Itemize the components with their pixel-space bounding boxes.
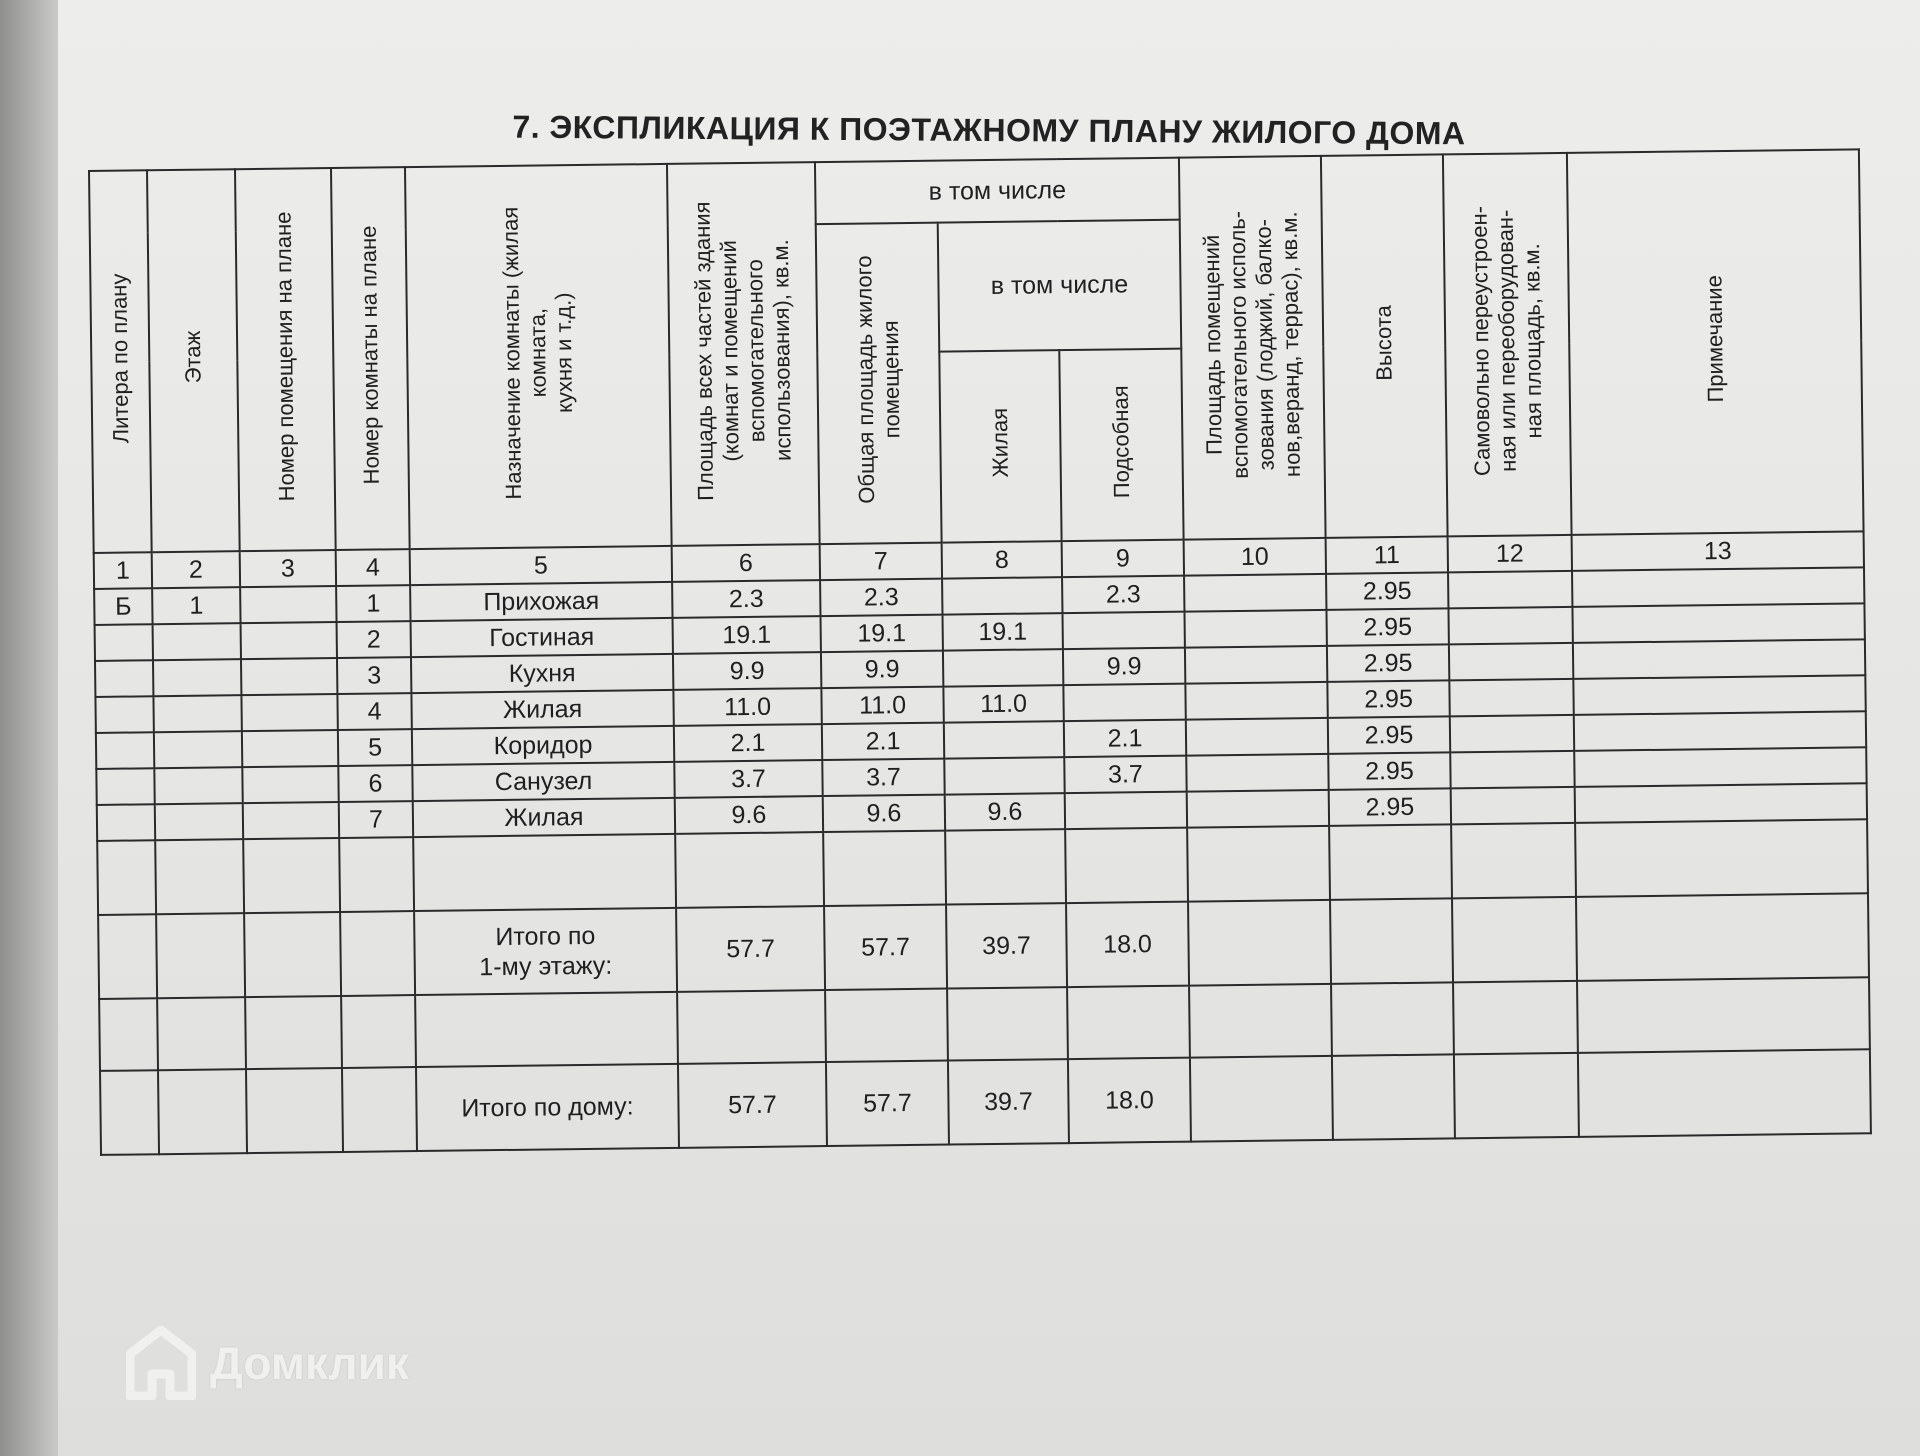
room-number-cell: 6 (338, 765, 412, 802)
header-naznachenie: Назначение комнаты (жилая комната, кухня и т.д.) (405, 164, 672, 549)
height-cell: 2.95 (1329, 788, 1451, 825)
height-cell: 2.95 (1326, 608, 1448, 645)
litera-cell (96, 732, 154, 769)
empty-cell (1451, 823, 1576, 899)
header-obshchaya: Общая площадь жилого помещения (816, 223, 942, 544)
empty-cell (947, 987, 1068, 1060)
column-number-cell: 1 (94, 552, 152, 589)
total-area-cell: 19.1 (673, 616, 821, 654)
unauthorized-area-cell (1451, 787, 1575, 825)
empty-cell (156, 913, 245, 998)
total-label-cell: Итого по 1-му этажу: (414, 908, 677, 995)
living-area-cell: 39.7 (946, 903, 1067, 988)
empty-cell (1187, 826, 1330, 902)
column-number-cell: 9 (1062, 540, 1184, 577)
unauthorized-area-cell (1448, 607, 1572, 645)
etazh-cell (154, 731, 242, 768)
litera-cell (95, 624, 153, 661)
empty-cell (1577, 977, 1870, 1053)
explication-table-wrapper (88, 148, 1870, 1156)
room-name-cell: Жилая (411, 690, 673, 729)
aux-area-cell (1185, 646, 1327, 684)
etazh-cell (155, 803, 243, 840)
column-number-cell: 10 (1184, 538, 1326, 576)
pomeshchenie-cell (242, 730, 338, 767)
column-number-cell: 3 (240, 550, 336, 587)
utility-area-cell (1063, 684, 1185, 721)
aux-area-cell (1185, 682, 1327, 720)
note-cell (1574, 711, 1866, 751)
document-page (58, 0, 1920, 1456)
utility-area-cell: 18.0 (1066, 902, 1189, 987)
empty-cell (97, 840, 156, 915)
empty-cell (945, 829, 1066, 904)
total-area-cell: 2.1 (674, 724, 822, 762)
empty-cell (413, 834, 676, 911)
general-area-cell: 9.6 (823, 795, 945, 832)
etazh-cell (153, 695, 241, 732)
aux-area-cell (1184, 574, 1326, 612)
utility-area-cell: 9.9 (1063, 648, 1185, 685)
total-area-cell: 9.9 (673, 652, 821, 690)
header-vspomogatelnye: Площадь помещений вспомогательного исполь- зования (лоджий, балко- нов,веранд, террас), кв.м. (1179, 156, 1326, 540)
empty-cell (243, 838, 340, 913)
living-area-cell (944, 721, 1064, 758)
watermark (126, 1326, 409, 1400)
empty-cell (1067, 986, 1190, 1059)
pomeshchenie-cell (241, 622, 337, 659)
header-v-tom-chisle-1: в том числе (815, 158, 1180, 224)
general-area-cell: 19.1 (821, 615, 943, 652)
column-number-cell: 7 (820, 543, 942, 580)
empty-cell (1453, 981, 1578, 1055)
unauthorized-area-cell (1450, 751, 1574, 789)
empty-cell (1578, 1049, 1871, 1137)
pomeshchenie-cell (241, 658, 337, 695)
column-number-cell: 13 (1572, 531, 1864, 571)
aux-area-cell (1184, 610, 1326, 648)
note-cell (1573, 675, 1865, 715)
living-area-cell (944, 757, 1064, 794)
header-samovolno: Самовольно переустроен- ная или переоборудован- ная площадь, кв.м. (1443, 153, 1572, 536)
etazh-cell: 1 (152, 587, 240, 624)
column-number-cell: 12 (1448, 535, 1572, 573)
empty-cell (98, 914, 157, 999)
living-area-cell (943, 649, 1063, 686)
page-title: 7. ЭКСПЛИКАЦИЯ К ПОЭТАЖНОМУ ПЛАНУ ЖИЛОГО ДОМА (512, 108, 1466, 152)
note-cell (1574, 747, 1866, 787)
height-cell: 2.95 (1328, 752, 1450, 789)
living-area-cell: 39.7 (948, 1059, 1069, 1144)
room-number-cell: 7 (339, 801, 413, 838)
unauthorized-area-cell (1448, 571, 1572, 609)
total-area-cell: 57.7 (676, 906, 825, 992)
empty-cell (1332, 1054, 1455, 1139)
empty-cell (1190, 1056, 1333, 1142)
header-ploshchad-vseh: Площадь всех частей здания (комнат и помещений вспомогательного использования), кв.м. (667, 162, 820, 546)
empty-cell (158, 1069, 247, 1154)
empty-cell (100, 1070, 159, 1155)
etazh-cell (153, 659, 241, 696)
empty-cell (342, 1067, 417, 1152)
empty-cell (341, 995, 416, 1068)
empty-cell (1329, 824, 1452, 899)
empty-cell (1188, 900, 1331, 986)
empty-cell (1454, 1053, 1579, 1139)
header-primechanie: Примечание (1567, 149, 1864, 535)
litera-cell (95, 696, 153, 733)
empty-cell (1576, 893, 1869, 981)
general-area-cell: 9.9 (821, 651, 943, 688)
total-label-cell: Итого по дому: (416, 1064, 679, 1151)
aux-area-cell (1187, 790, 1329, 828)
room-name-cell: Кухня (411, 654, 673, 693)
unauthorized-area-cell (1449, 643, 1573, 681)
header-pomeshchenie: Номер помещения на плане (235, 168, 336, 551)
pomeshchenie-cell (243, 802, 339, 839)
empty-cell (244, 912, 341, 997)
empty-cell (1330, 898, 1453, 983)
utility-area-cell: 2.3 (1062, 576, 1184, 613)
living-area-cell (942, 577, 1062, 614)
empty-cell (246, 1068, 343, 1153)
house-logo-icon (126, 1326, 196, 1400)
empty-cell (245, 996, 342, 1069)
general-area-cell: 57.7 (824, 905, 947, 990)
utility-area-cell: 2.1 (1064, 720, 1186, 757)
unauthorized-area-cell (1450, 715, 1574, 753)
room-number-cell: 1 (336, 585, 410, 622)
note-cell (1575, 783, 1867, 823)
room-name-cell: Коридор (412, 726, 674, 765)
height-cell: 2.95 (1328, 716, 1450, 753)
note-cell (1573, 639, 1865, 679)
utility-area-cell: 3.7 (1064, 756, 1186, 793)
general-area-cell: 3.7 (822, 759, 944, 796)
aux-area-cell (1186, 754, 1328, 792)
empty-cell (823, 831, 946, 906)
living-area-cell: 9.6 (945, 793, 1065, 830)
utility-area-cell (1065, 792, 1187, 829)
empty-cell (675, 832, 824, 908)
empty-cell (99, 998, 158, 1071)
empty-cell (1065, 828, 1188, 903)
height-cell: 2.95 (1327, 644, 1449, 681)
column-number-cell: 11 (1326, 536, 1448, 573)
litera-cell (97, 804, 155, 841)
living-area-cell: 19.1 (942, 613, 1062, 650)
header-litera: Литера по плану (89, 170, 152, 553)
room-number-cell: 2 (337, 621, 411, 658)
empty-cell (339, 837, 414, 912)
general-area-cell: 2.1 (822, 723, 944, 760)
empty-cell (155, 839, 244, 914)
column-number-cell: 4 (336, 549, 410, 586)
column-number-cell: 8 (942, 541, 1062, 578)
empty-cell (1575, 819, 1868, 897)
empty-cell (1331, 982, 1454, 1055)
empty-cell (415, 992, 678, 1067)
pomeshchenie-cell (242, 766, 338, 803)
aux-area-cell (1186, 718, 1328, 756)
etazh-cell (153, 623, 241, 660)
room-name-cell: Жилая (413, 798, 675, 837)
height-cell: 2.95 (1327, 680, 1449, 717)
watermark-text: Домклик (210, 1337, 409, 1389)
utility-area-cell: 18.0 (1068, 1058, 1191, 1143)
room-name-cell: Гостиная (411, 618, 673, 657)
header-vysota: Высота (1321, 154, 1448, 537)
empty-cell (1189, 984, 1332, 1058)
note-cell (1572, 603, 1864, 643)
empty-cell (340, 911, 415, 996)
empty-cell (677, 990, 826, 1064)
litera-cell: Б (94, 588, 152, 625)
total-area-cell: 11.0 (673, 688, 821, 726)
note-cell (1572, 567, 1864, 607)
unauthorized-area-cell (1449, 679, 1573, 717)
column-number-cell: 5 (410, 546, 672, 585)
total-area-cell: 9.6 (675, 796, 823, 834)
room-number-cell: 3 (337, 657, 411, 694)
total-area-cell: 2.3 (672, 580, 820, 618)
total-area-cell: 57.7 (678, 1062, 827, 1148)
explication-table (88, 148, 1872, 1156)
empty-cell (1452, 897, 1577, 983)
header-etazh: Этаж (147, 169, 240, 552)
pomeshchenie-cell (241, 694, 337, 731)
litera-cell (96, 768, 154, 805)
header-podsobnaya: Подсобная (1059, 349, 1183, 542)
general-area-cell: 57.7 (826, 1061, 949, 1146)
living-area-cell: 11.0 (943, 685, 1063, 722)
empty-cell (825, 989, 948, 1062)
litera-cell (95, 660, 153, 697)
etazh-cell (154, 767, 242, 804)
height-cell: 2.95 (1326, 572, 1448, 609)
column-number-cell: 2 (152, 551, 240, 588)
utility-area-cell (1062, 612, 1184, 649)
room-name-cell: Санузел (412, 762, 674, 801)
header-row-1 (89, 149, 1860, 233)
general-area-cell: 2.3 (820, 579, 942, 616)
header-zhilaya: Жилая (939, 350, 1061, 543)
header-v-tom-chisle-2: в том числе (938, 220, 1182, 352)
room-number-cell: 5 (338, 729, 412, 766)
pomeshchenie-cell (240, 586, 336, 623)
column-number-cell: 6 (672, 544, 820, 582)
room-name-cell: Прихожая (410, 582, 672, 621)
room-number-cell: 4 (337, 693, 411, 730)
empty-cell (157, 997, 246, 1070)
general-area-cell: 11.0 (821, 687, 943, 724)
header-komnata: Номер комнаты на плане (331, 167, 410, 550)
total-area-cell: 3.7 (674, 760, 822, 798)
